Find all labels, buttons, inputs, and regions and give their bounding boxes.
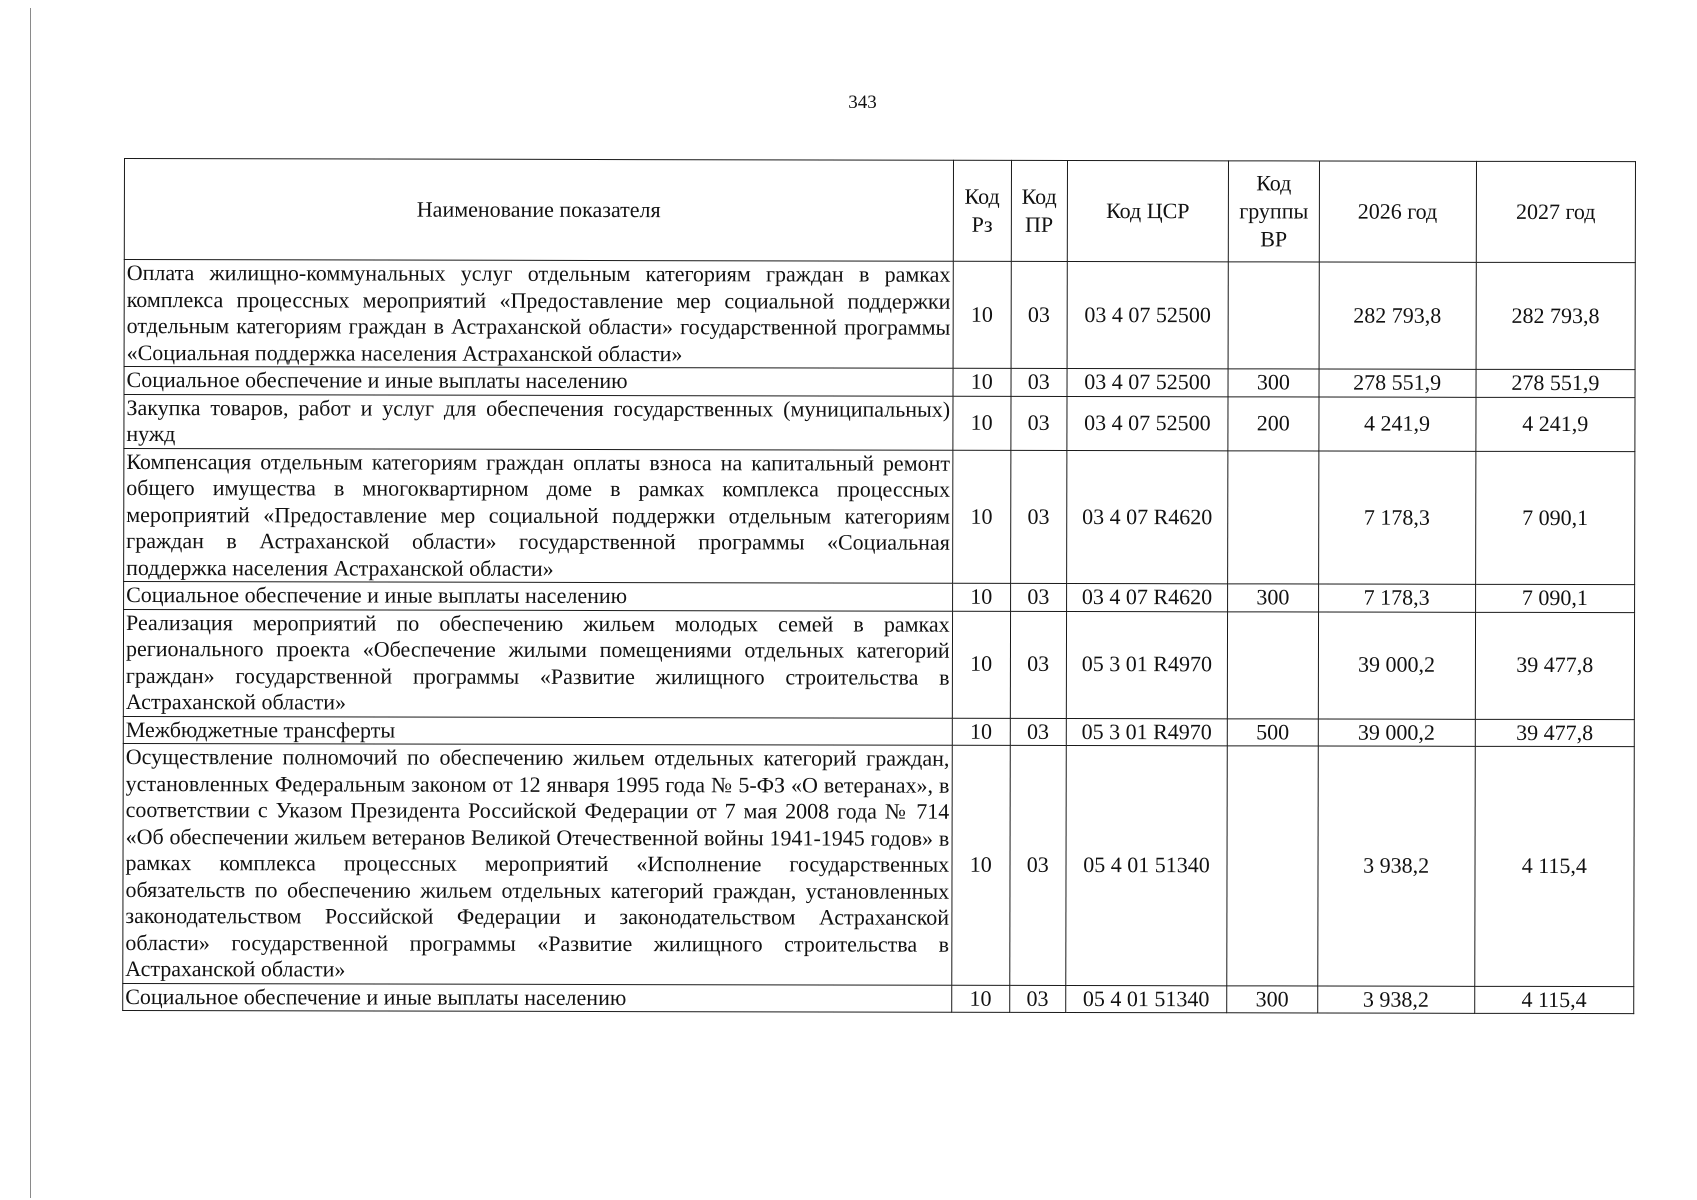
row-csr: 05 4 01 51340 — [1066, 745, 1228, 985]
row-2026: 278 551,9 — [1319, 369, 1476, 397]
row-2026: 3 938,2 — [1317, 746, 1475, 986]
row-2027: 7 090,1 — [1475, 584, 1634, 612]
row-name: Реализация мероприятий по обеспечению жильем молодых семей в рамках регионального проекта «Обеспечение жилыми помещениями отдельных категорий граждан» государственной программы «Развитие жилищного строительства в Астраханской области» — [123, 609, 952, 718]
header-2027: 2027 год — [1476, 161, 1636, 262]
table-row — [124, 582, 1635, 613]
row-2027: 39 477,8 — [1475, 719, 1634, 747]
scan-margin-line — [30, 8, 31, 1198]
row-2027: 39 477,8 — [1475, 612, 1635, 719]
row-rz: 10 — [952, 583, 1010, 611]
row-csr: 05 4 01 51340 — [1065, 985, 1226, 1013]
row-pr: 03 — [1010, 611, 1066, 718]
row-pr: 03 — [1010, 583, 1066, 611]
table-row — [124, 394, 1635, 451]
row-2027: 4 115,4 — [1474, 986, 1633, 1014]
row-name: Социальное обеспечение и иные выплаты населению — [123, 983, 952, 1012]
row-csr: 03 4 07 52500 — [1067, 368, 1228, 396]
row-rz: 10 — [951, 745, 1010, 985]
row-csr: 05 3 01 R4970 — [1066, 718, 1227, 746]
table-header-row — [124, 159, 1635, 263]
header-csr: Код ЦСР — [1067, 160, 1229, 261]
row-2026: 39 000,2 — [1318, 719, 1475, 747]
row-name: Межбюджетные трансферты — [123, 716, 952, 745]
row-rz: 10 — [951, 985, 1009, 1013]
row-2026: 282 793,8 — [1319, 262, 1476, 369]
row-rz: 10 — [952, 611, 1010, 718]
row-csr: 05 3 01 R4970 — [1066, 611, 1228, 718]
header-pr: Код ПР — [1011, 160, 1067, 261]
row-rz: 10 — [952, 718, 1010, 746]
row-rz: 10 — [953, 396, 1011, 450]
row-vr: 300 — [1228, 584, 1318, 612]
row-2026: 7 178,3 — [1318, 451, 1475, 585]
budget-table — [122, 158, 1636, 1014]
table-row — [124, 448, 1635, 585]
row-name: Осуществление полномочий по обеспечению жильем отдельных категорий граждан, установленных Федеральным законом от 12 января 1995 года № 5-ФЗ «О ветеранах», в соответствии с Указом Президента Российской Федерации от 7 мая 2008 года № 714 «Об обеспечении жильем ветеранов Великой Отечественной войны 1941-1945 годов» в рамках комплекса процессных мероприятий «Исполнение государственных обязательств по обеспечению жильем отдельных категорий граждан, установленных законодательством Российской Федерации и законодательством Астраханской области» государственной программы «Развитие жилищного строительства в Астраханской области» — [123, 743, 952, 984]
row-2027: 7 090,1 — [1475, 451, 1635, 585]
row-csr: 03 4 07 52500 — [1067, 396, 1229, 450]
table-row — [124, 260, 1635, 370]
row-name: Оплата жилищно-коммунальных услуг отдельным категориям граждан в рамках комплекса процессных мероприятий «Предоставление мер социальной поддержки отдельным категориям граждан в Астраханской области» государственной программы «Социальная поддержка населения Астраханской области» — [124, 260, 953, 369]
row-2026: 39 000,2 — [1318, 612, 1475, 719]
row-name: Социальное обеспечение и иные выплаты населению — [124, 367, 953, 396]
row-2026: 3 938,2 — [1317, 986, 1474, 1014]
row-2026: 4 241,9 — [1318, 397, 1475, 451]
row-vr: 200 — [1228, 396, 1319, 450]
row-vr: 300 — [1228, 369, 1318, 397]
row-vr — [1227, 746, 1318, 986]
row-2027: 282 793,8 — [1476, 262, 1636, 369]
header-rz: Код Рз — [953, 160, 1011, 261]
page-number: 343 — [848, 92, 877, 113]
row-pr: 03 — [1010, 745, 1066, 985]
table-row — [123, 609, 1634, 719]
table-row — [123, 716, 1634, 747]
row-pr: 03 — [1010, 718, 1066, 746]
row-vr: 500 — [1227, 718, 1317, 746]
row-pr: 03 — [1011, 261, 1067, 368]
table-row — [124, 367, 1635, 398]
row-pr: 03 — [1011, 368, 1067, 396]
row-vr — [1227, 611, 1318, 718]
row-pr: 03 — [1009, 985, 1065, 1013]
row-csr: 03 4 07 52500 — [1067, 261, 1229, 368]
row-2027: 278 551,9 — [1476, 369, 1635, 397]
row-rz: 10 — [953, 261, 1011, 368]
row-csr: 03 4 07 R4620 — [1066, 583, 1227, 611]
row-name: Закупка товаров, работ и услуг для обеспечения государственных (муниципальных) нужд — [124, 394, 953, 450]
table-row — [123, 983, 1634, 1014]
table-row — [123, 743, 1634, 986]
header-name: Наименование показателя — [124, 159, 953, 262]
row-2027: 4 241,9 — [1476, 397, 1635, 451]
row-name: Социальное обеспечение и иные выплаты населению — [124, 582, 953, 611]
row-csr: 03 4 07 R4620 — [1066, 450, 1228, 584]
row-vr — [1228, 450, 1319, 584]
row-rz: 10 — [952, 450, 1010, 584]
row-2026: 7 178,3 — [1318, 584, 1475, 612]
row-rz: 10 — [953, 368, 1011, 396]
row-name: Компенсация отдельным категориям граждан оплаты взноса на капитальный ремонт общего имущества в многоквартирном доме в рамках комплекса процессных мероприятий «Предоставление мер социальной поддержки отдельным категориям граждан в Астраханской области» государственной программы «Социальная поддержка населения Астраханской области» — [124, 448, 953, 583]
row-2027: 4 115,4 — [1474, 746, 1634, 986]
header-vr: Код группы ВР — [1228, 161, 1319, 262]
row-pr: 03 — [1011, 396, 1067, 450]
row-pr: 03 — [1010, 450, 1066, 584]
header-2026: 2026 год — [1319, 161, 1476, 262]
row-vr: 300 — [1227, 985, 1317, 1013]
row-vr — [1228, 262, 1319, 369]
